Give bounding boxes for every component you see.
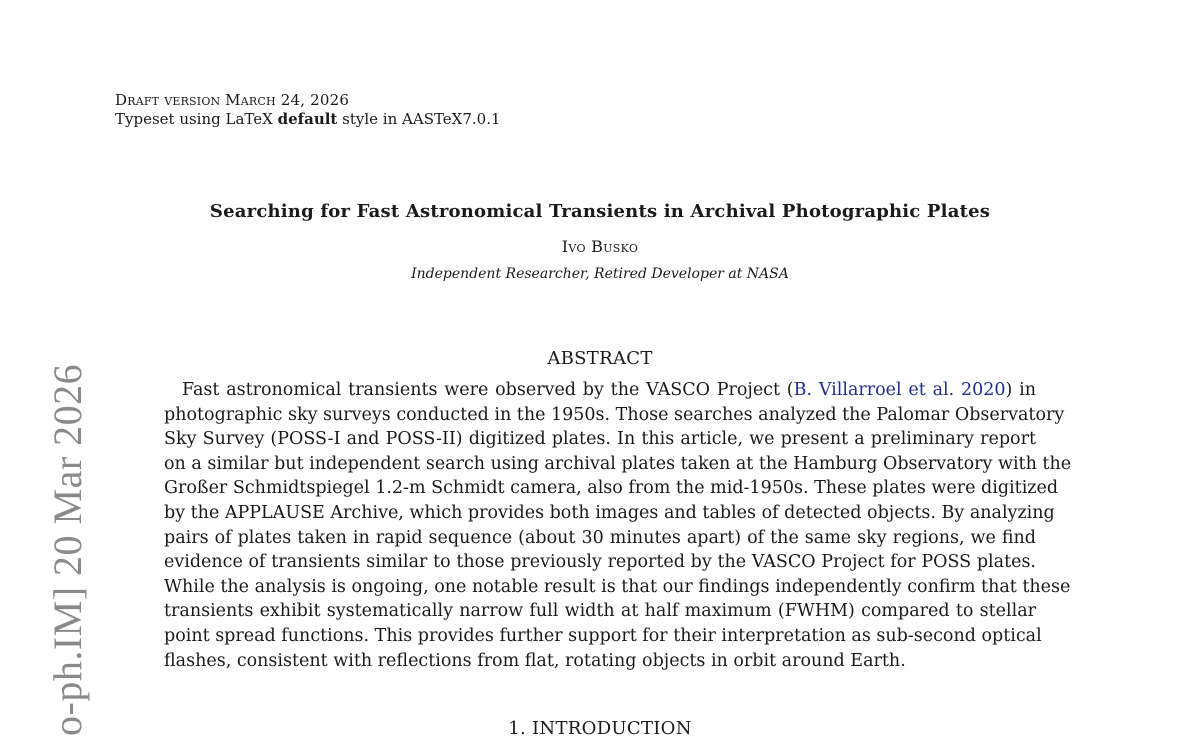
typeset-line [115,110,501,129]
abstract-line: While the analysis is ongoing, one notable result is that our findings independently confirm that these [164,576,1071,597]
draft-date: March 24, 2026 [225,91,350,109]
latex-logo: LaTeX [225,110,273,128]
arxiv-side-stamp: o-ph.IM] 20 Mar 2026 [45,363,90,736]
abstract-text: Fast astronomical transients were observed by the VASCO Project ( [182,380,794,400]
citation-link[interactable]: B. Villarroel et al. 2020 [793,380,1006,400]
typeset-style: default [277,110,338,128]
abstract-line: flashes, consistent with reflections from flat, rotating objects in orbit around Earth. [164,650,906,671]
abstract-line: Sky Survey (POSS-I and POSS-II) digitized plates. In this article, we present a preliminary report [164,429,1036,450]
abstract-text: ) in [1005,380,1036,400]
paper-affiliation: Independent Researcher, Retired Developer at NASA [411,266,789,282]
abstract-line: photographic sky surveys conducted in the 1950s. Those searches analyzed the Palomar Observatory [164,404,1065,425]
abstract-line: by the APPLAUSE Archive, which provides both images and tables of detected objects. By analyzing [164,502,1055,523]
typeset-suffix: style in AASTeX7.0.1 [342,110,501,128]
paper-title: Searching for Fast Astronomical Transients in Archival Photographic Plates [209,201,991,222]
draft-metadata [115,91,501,129]
abstract-body [164,378,1072,673]
typeset-prefix: Typeset using [115,110,221,128]
abstract-line: pairs of plates taken in rapid sequence (about 30 minutes apart) of the same sky regions, we find [164,527,1036,548]
abstract-heading: ABSTRACT [547,348,653,369]
abstract-line: transients exhibit systematically narrow full width at half maximum (FWHM) compared to stellar [164,601,1036,622]
draft-version-line [115,91,501,110]
abstract-line: Großer Schmidtspiegel 1.2-m Schmidt camera, also from the mid-1950s. These plates were digitized [164,478,1059,499]
abstract-line: evidence of transients similar to those previously reported by the VASCO Project for POSS plates. [164,552,1036,573]
abstract-line: point spread functions. This provides further support for their interpretation as sub-second optical [164,625,1042,646]
draft-prefix: Draft version [115,91,221,109]
paper-author: Ivo Busko [561,237,639,256]
abstract-line [164,378,1036,403]
abstract-line: on a similar but independent search using archival plates taken at the Hamburg Observatory with the [164,453,1072,474]
section-title: INTRODUCTION [532,718,692,739]
section-number: 1. [508,718,526,739]
